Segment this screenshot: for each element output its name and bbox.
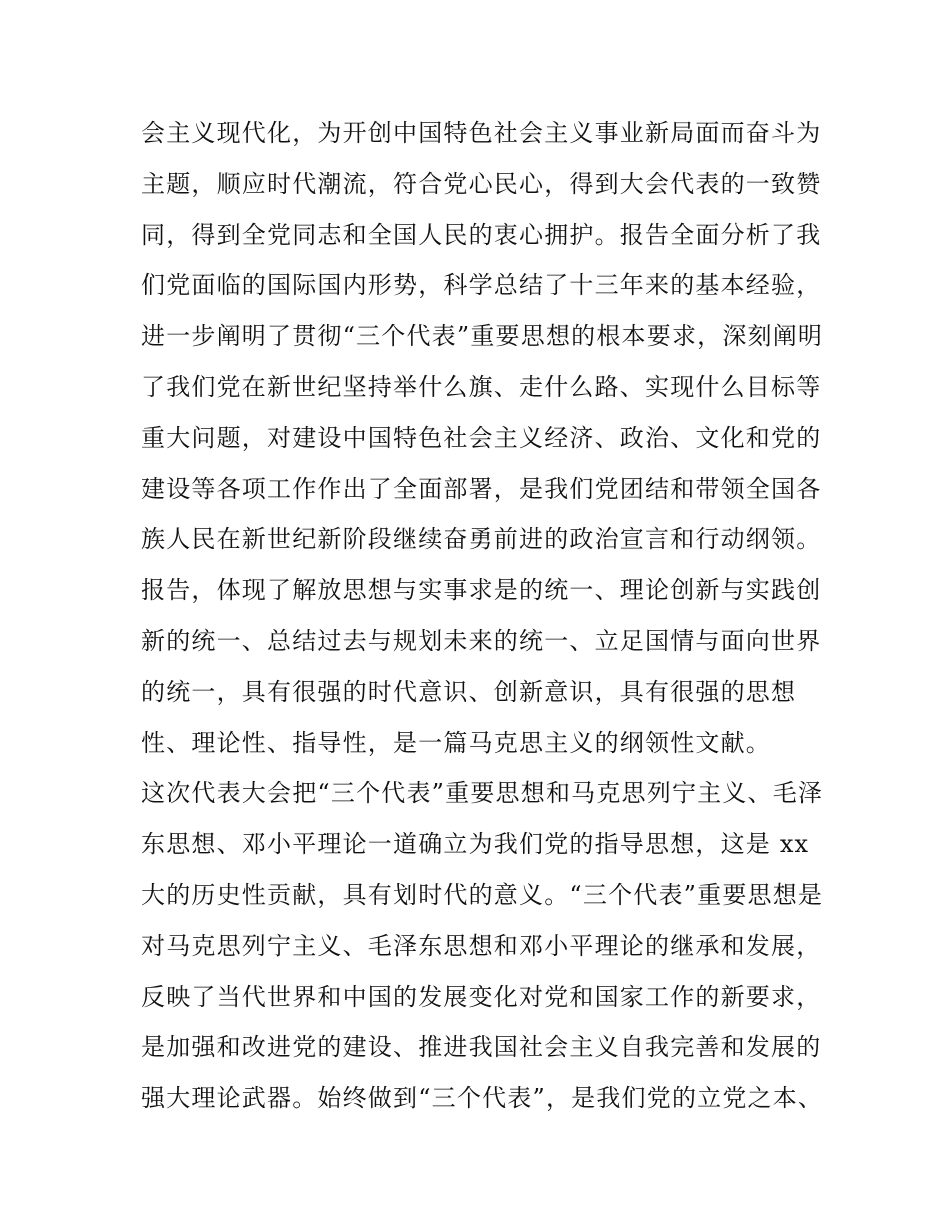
text-line: 主题，顺应时代潮流，符合党心民心，得到大会代表的一致赞 xyxy=(141,169,822,198)
text-line: 们党面临的国际国内形势，科学总结了十三年来的基本经验， xyxy=(141,271,822,300)
text-line: 大的历史性贡献，具有划时代的意义。“三个代表”重要思想是 xyxy=(141,880,824,909)
text-line: 报告，体现了解放思想与实事求是的统一、理论创新与实践创 xyxy=(141,576,822,605)
text-line: 的统一，具有很强的时代意识、创新意识，具有很强的思想 xyxy=(141,677,797,706)
text-line: 重大问题，对建设中国特色社会主义经济、政治、文化和党的 xyxy=(141,423,822,452)
text-line: 进一步阐明了贯彻“三个代表”重要思想的根本要求，深刻阐明 xyxy=(141,322,824,351)
text-line: 了我们党在新世纪坚持举什么旗、走什么路、实现什么目标等 xyxy=(141,372,822,401)
document-body xyxy=(141,108,824,1124)
text-line: 新的统一、总结过去与规划未来的统一、立足国情与面向世界 xyxy=(141,626,822,655)
text-line: 族人民在新世纪新阶段继续奋勇前进的政治宣言和行动纲领。 xyxy=(141,525,822,554)
text-line: 性、理论性、指导性，是一篇马克思主义的纲领性文献。 xyxy=(141,728,771,757)
text-line: 建设等各项工作作出了全面部署，是我们党团结和带领全国各 xyxy=(141,474,822,503)
text-line: 强大理论武器。始终做到“三个代表”，是我们党的立党之本、 xyxy=(141,1084,824,1113)
text-line: 反映了当代世界和中国的发展变化对党和国家工作的新要求， xyxy=(141,982,822,1011)
text-line: 会主义现代化，为开创中国特色社会主义事业新局面而奋斗为 xyxy=(141,119,822,147)
text-line: 东思想、邓小平理论一道确立为我们党的指导思想，这是 xx xyxy=(141,830,810,859)
text-line: 这次代表大会把“三个代表”重要思想和马克思列宁主义、毛泽 xyxy=(141,779,824,808)
text-line: 是加强和改进党的建设、推进我国社会主义自我完善和发展的 xyxy=(141,1033,822,1062)
text-line: 同，得到全党同志和全国人民的衷心拥护。报告全面分析了我 xyxy=(141,220,822,249)
text-line: 对马克思列宁主义、毛泽东思想和邓小平理论的继承和发展， xyxy=(141,931,822,960)
